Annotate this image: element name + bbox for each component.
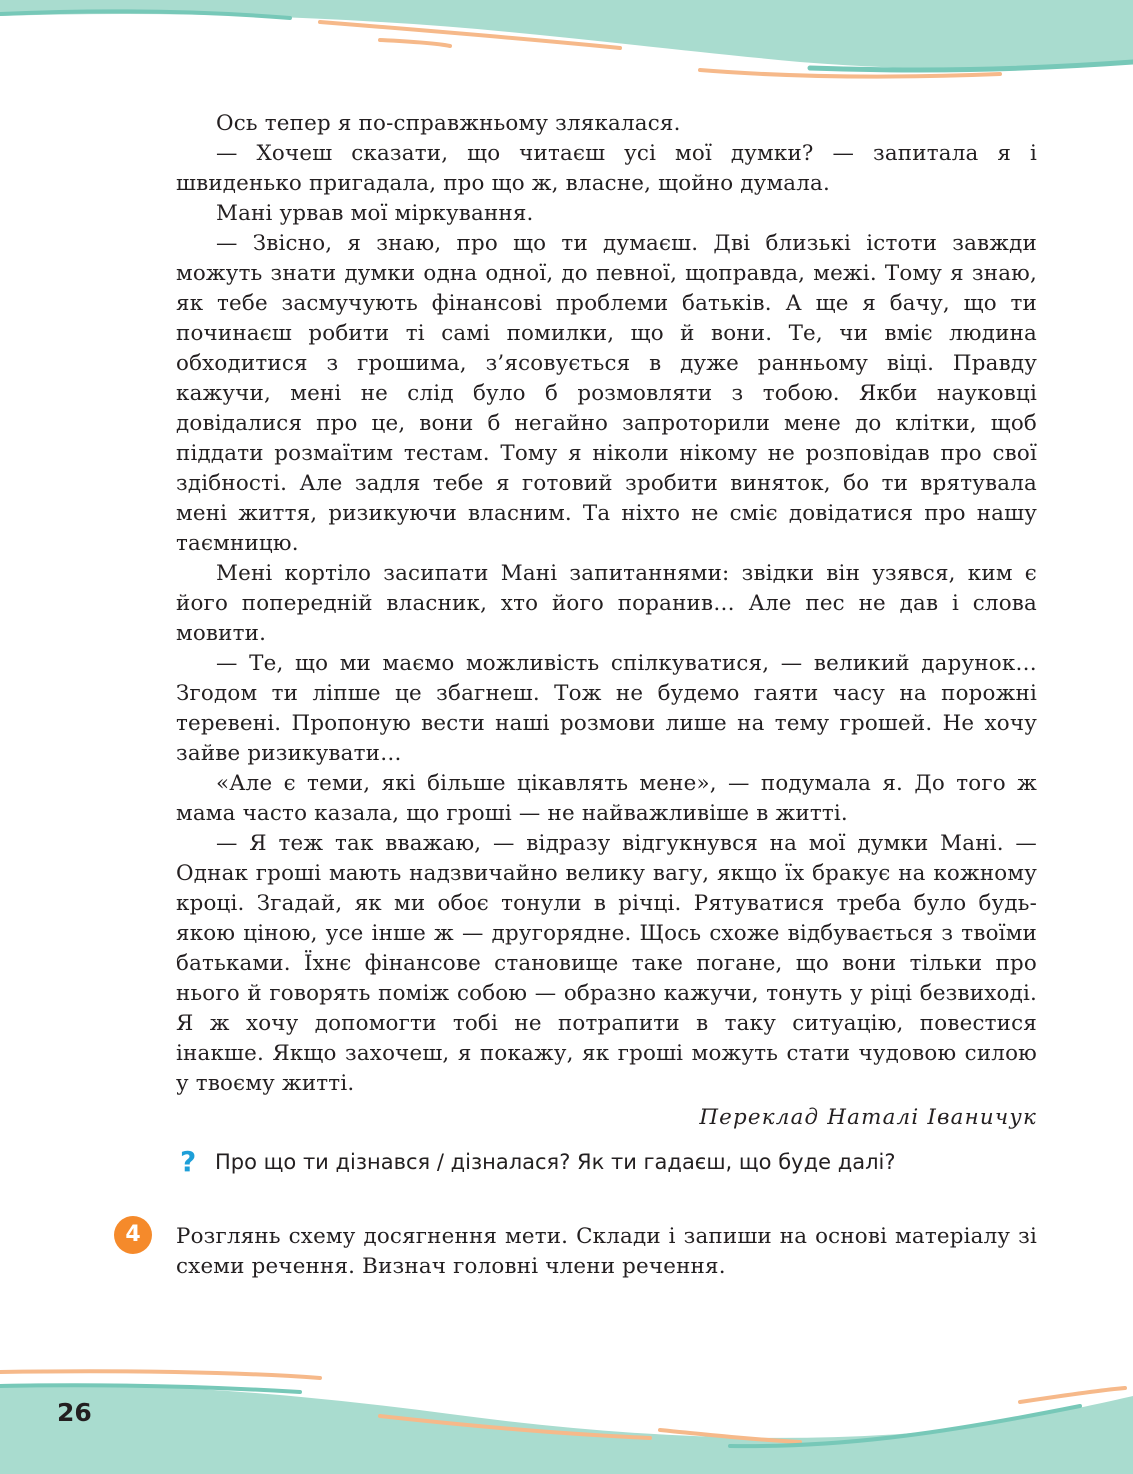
task-text: Розглянь схему досягнення мети. Склади і запиши на основі матеріалу зі схеми речення. Визнач головні члени речення.	[176, 1224, 1037, 1279]
story-paragraph: «Але є теми, які більше цікавлять мене», — подумала я. До того ж мама часто казала, що гроші — не найважливіше в житті.	[176, 771, 1037, 826]
question-mark-icon: ?	[180, 1145, 197, 1178]
top-wave-decoration	[0, 0, 1133, 90]
story-paragraph: Мані урвав мої міркування.	[216, 201, 534, 226]
question-row	[176, 1147, 1076, 1179]
story-paragraph: Ось тепер я по-справжньому злякалася.	[216, 111, 681, 136]
story-paragraph: — Хочеш сказати, що читаєш усі мої думки? — запитала я і швиденько пригадала, про що ж, власне, щойно думала.	[176, 141, 1037, 196]
story-paragraph: — Я теж так вважаю, — відразу відгукнувся на мої думки Мані. — Однак гроші мають надзвичайно велику вагу, якщо їх бракує на кожному кроці. Згадай, як ми обоє тонули в річці. Рятуватися треба було будь-якою ціною, усе інше ж — другорядне. Щось схоже відбувається з твоїми батьками. Їхнє фінансове становище таке погане, що вони тільки про нього й говорять поміж собою — образно кажучи, тонуть у ріці безвиході. Я ж хочу допомогти тобі не потрапити в таку ситуацію, повестися інакше. Якщо захочеш, я покажу, як гроші можуть стати чудовою силою у твоєму житті.	[176, 831, 1037, 1096]
story-paragraph: Мені кортіло засипати Мані запитаннями: звідки він узявся, ким є його попередній власник, хто його поранив… Але пес не дав і слова мовити.	[176, 561, 1037, 646]
story-text	[176, 109, 1037, 1099]
translator-signature: Переклад Наталі Іваничук	[699, 1105, 1037, 1130]
bottom-wave-decoration	[0, 1360, 1133, 1474]
task-number-badge: 4	[114, 1216, 152, 1254]
story-paragraph: — Те, що ми маємо можливість спілкуватися, — великий дарунок… Згодом ти ліпше це збагнеш. Тож не будемо гаяти часу на порожні теревені. Пропоную вести наші розмови лише на тему грошей. Не хочу зайве ризикувати…	[176, 651, 1037, 766]
question-text: Про що ти дізнався / дізналася? Як ти гадаєш, що буде далі?	[215, 1150, 896, 1174]
page-number: 26	[57, 1398, 92, 1427]
story-paragraph: — Звісно, я знаю, про що ти думаєш. Дві близькі істоти завжди можуть знати думки одна одної, до певної, щоправда, межі. Тому я знаю, як тебе засмучують фінансові проблеми батьків. А ще я бачу, що ти починаєш робити ті самі помилки, що й вони. Те, чи вміє людина обходитися з грошима, з’ясовується в дуже ранньому віці. Правду кажучи, мені не слід було б розмовляти з тобою. Якби науковці довідалися про це, вони б негайно запроторили мене до клітки, щоб піддати розмаїтим тестам. Тому я ніколи нікому не розповідав про свої здібності. Але задля тебе я готовий зробити виняток, бо ти врятувала мені життя, ризикуючи власним. Та ніхто не сміє довідатися про нашу таємницю.	[176, 231, 1037, 556]
